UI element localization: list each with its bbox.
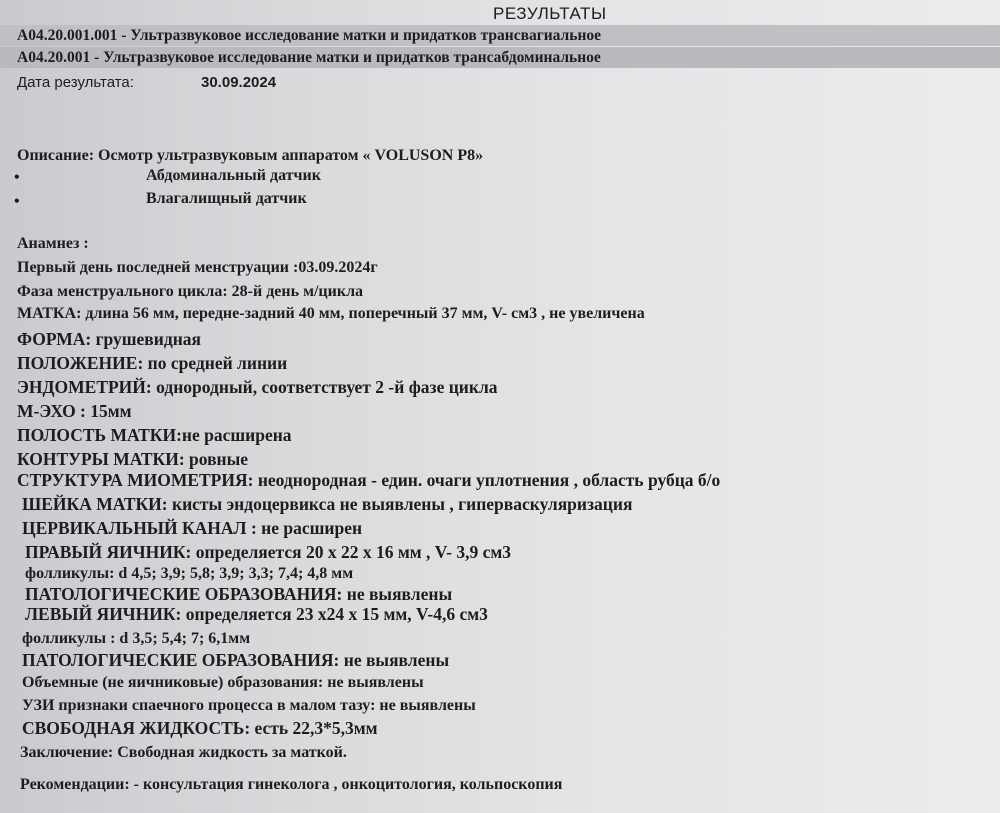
finding-shape: ФОРМА: грушевидная — [17, 329, 201, 349]
anamnesis-lmp: Первый день последней менструации :03.09.2024г — [17, 259, 378, 276]
finding-cervix: ШЕЙКА МАТКИ: кисты эндоцервикса не выявлены , гиперваскуляризация — [22, 494, 633, 514]
finding-cervical-canal: ЦЕРВИКАЛЬНЫЙ КАНАЛ : не расширен — [22, 518, 363, 538]
bullet-icon: • — [14, 169, 20, 186]
finding-right-follicles: фолликулы: d 4,5; 3,9; 5,8; 3,9; 3,3; 7,4; 4,8 мм — [25, 565, 354, 582]
finding-m-echo: М-ЭХО : 15мм — [17, 401, 132, 421]
date-value: 30.09.2024 — [201, 74, 277, 91]
service-code-transvaginal: А04.20.001.001 - Ультразвуковое исследование матки и придатков трансвагиальное — [17, 27, 602, 44]
finding-position: ПОЛОЖЕНИЕ: по средней линии — [17, 353, 288, 373]
finding-uterine-cavity: ПОЛОСТЬ МАТКИ:не расширена — [17, 425, 292, 445]
probe-abdominal: Абдоминальный датчик — [146, 167, 321, 184]
finding-extraovarian: Объемные (не яичниковые) образования: не выявлены — [22, 674, 424, 691]
finding-free-fluid: СВОБОДНАЯ ЖИДКОСТЬ: есть 22,3*5,3мм — [22, 718, 378, 738]
finding-right-pathology: ПАТОЛОГИЧЕСКИЕ ОБРАЗОВАНИЯ: не выявлены — [25, 584, 453, 604]
bullet-icon: • — [14, 193, 20, 210]
finding-left-pathology: ПАТОЛОГИЧЕСКИЕ ОБРАЗОВАНИЯ: не выявлены — [22, 650, 450, 670]
report-title: РЕЗУЛЬТАТЫ — [493, 4, 607, 23]
finding-right-ovary: ПРАВЫЙ ЯИЧНИК: определяется 20 х 22 х 16 мм , V- 3,9 см3 — [25, 542, 512, 562]
finding-adhesions: УЗИ признаки спаечного процесса в малом тазу: не выявлены — [22, 697, 476, 714]
conclusion: Заключение: Свободная жидкость за маткой. — [20, 744, 347, 761]
finding-myometrium: СТРУКТУРА МИОМЕТРИЯ: неоднородная - един. очаги уплотнения , область рубца б/о — [17, 470, 721, 490]
date-label: Дата результата: — [17, 74, 134, 91]
probe-vaginal: Влагалищный датчик — [146, 190, 307, 207]
finding-uterus: МАТКА: длина 56 мм, передне-задний 40 мм, поперечный 37 мм, V- см3 , не увеличена — [17, 305, 645, 322]
anamnesis-cycle-phase: Фаза менструального цикла: 28-й день м/цикла — [17, 283, 364, 300]
finding-uterine-contours: КОНТУРЫ МАТКИ: ровные — [17, 449, 249, 469]
finding-endometrium: ЭНДОМЕТРИЙ: однородный, соответствует 2 -й фазе цикла — [17, 377, 498, 397]
finding-left-ovary: ЛЕВЫЙ ЯИЧНИК: определяется 23 х24 х 15 мм, V-4,6 см3 — [25, 604, 488, 624]
finding-left-follicles: фолликулы : d 3,5; 5,4; 7; 6,1мм — [22, 630, 251, 647]
recommendations: Рекомендации: - консультация гинеколога , онкоцитология, кольпоскопия — [20, 776, 563, 793]
description-line: Описание: Осмотр ультразвуковым аппаратом « VOLUSON P8» — [17, 147, 484, 164]
service-code-transabdominal: А04.20.001 - Ультразвуковое исследование матки и придатков трансабдоминальное — [17, 49, 601, 66]
anamnesis-heading: Анамнез : — [17, 235, 89, 252]
